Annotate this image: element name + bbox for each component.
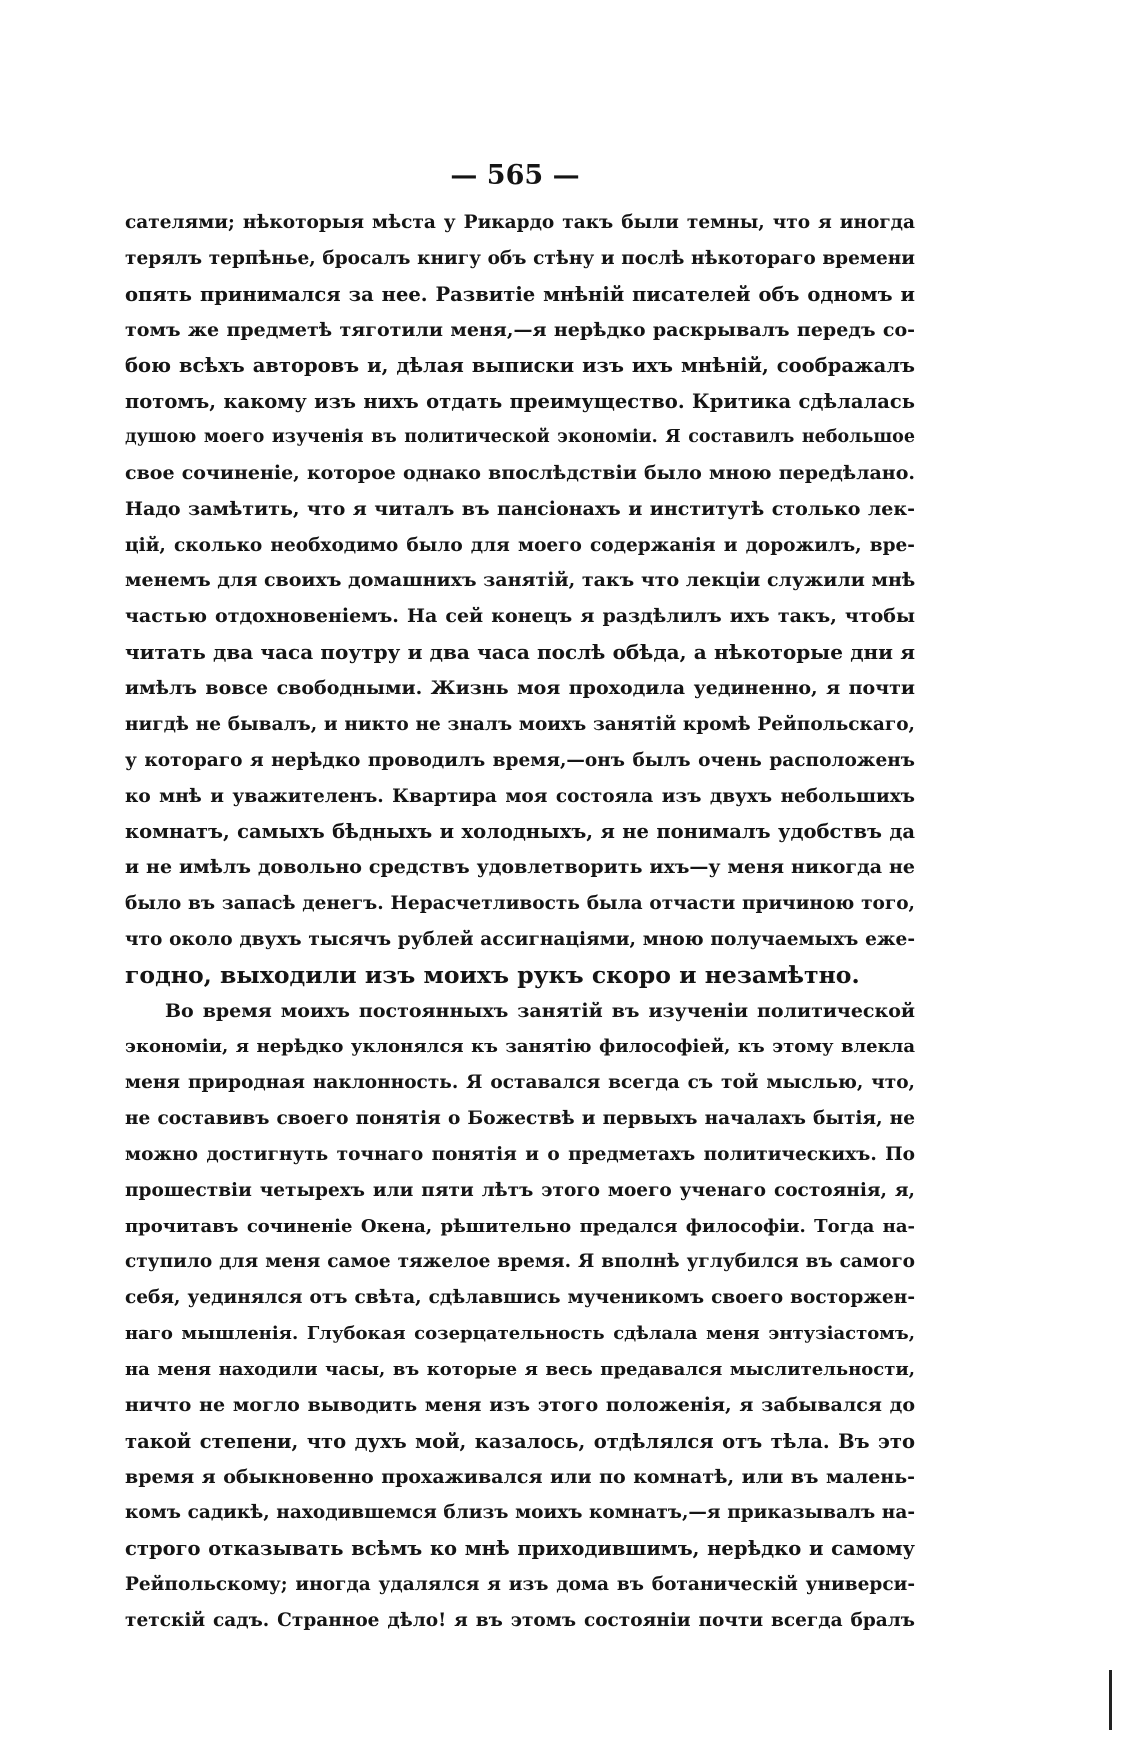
- text-line: и не имѣлъ довольно средствъ удовлетворить ихъ—у меня никогда не: [125, 856, 915, 879]
- text-line: Надо замѣтить, что я читалъ въ пансіонахъ и институтѣ столько лек-: [125, 497, 915, 520]
- text-line: цій, сколько необходимо было для моего содержанія и дорожилъ, вре-: [125, 534, 915, 556]
- text-line: строго отказывать всѣмъ ко мнѣ приходившимъ, нерѣдко и самому: [125, 1537, 915, 1561]
- text-line: Рейпольскому; иногда удалялся я изъ дома въ ботаническій универси-: [125, 1574, 915, 1596]
- text-line: душою моего изученія въ политической экономіи. Я составилъ небольшое: [125, 427, 915, 448]
- text-line: наго мышленія. Глубокая созерцательность сдѣлала меня энтузіастомъ,: [125, 1323, 915, 1345]
- text-line: ничто не могло выводить меня изъ этого положенія, я забывался до: [125, 1393, 915, 1416]
- text-line: экономіи, я нерѣдко уклонялся къ занятію философіей, къ этому влекла: [125, 1036, 915, 1058]
- text-line: прошествіи четырехъ или пяти лѣтъ этого моего ученаго состоянія, я,: [125, 1179, 915, 1201]
- text-line: можно достигнуть точнаго понятія и о предметахъ политическихъ. По: [125, 1143, 915, 1165]
- scan-margin-mark: [1109, 1670, 1112, 1730]
- text-line: бою всѣхъ авторовъ и, дѣлая выписки изъ ихъ мнѣній, соображалъ: [125, 354, 915, 378]
- text-line: ступило для меня самое тяжелое время. Я вполнѣ углубился въ самого: [125, 1251, 915, 1273]
- text-line: было въ запасѣ денегъ. Нерасчетливость была отчасти причиною того,: [125, 893, 915, 915]
- text-line: прочитавъ сочиненіе Окена, рѣшительно предался философіи. Тогда на-: [125, 1215, 915, 1237]
- body-text: [125, 205, 915, 1639]
- text-line: у котораго я нерѣдко проводилъ время,—онъ былъ очень расположенъ: [125, 749, 915, 771]
- text-line: такой степени, что духъ мой, казалось, отдѣлялся отъ тѣла. Въ это: [125, 1429, 915, 1453]
- text-line: сателями; нѣкоторыя мѣста у Рикардо такъ были темны, что я иногда: [125, 212, 915, 233]
- text-line: частью отдохновеніемъ. На сей конецъ я раздѣлилъ ихъ такъ, чтобы: [125, 605, 915, 628]
- text-line: тетскій садъ. Странное дѣло! я въ этомъ состояніи почти всегда бралъ: [125, 1609, 915, 1631]
- text-line: ко мнѣ и уважителенъ. Квартира моя состояла изъ двухъ небольшихъ: [125, 785, 915, 807]
- text-line: что около двухъ тысячъ рублей ассигнаціями, мною получаемыхъ еже-: [125, 928, 915, 950]
- text-line: терялъ терпѣнье, бросалъ книгу объ стѣну и послѣ нѣкотораго времени: [125, 247, 915, 269]
- text-line: на меня находили часы, въ которые я весь предавался мыслительности,: [125, 1359, 915, 1380]
- text-line: читать два часа поутру и два часа послѣ обѣда, а нѣкоторые дни я: [125, 640, 915, 665]
- text-line: меня природная наклонность. Я оставался всегда съ той мыслью, что,: [125, 1072, 915, 1094]
- text-line: не составивъ своего понятія о Божествѣ и первыхъ началахъ бытія, не: [125, 1108, 915, 1130]
- paragraph-first-line: Во время моихъ постоянныхъ занятій въ изученіи политической: [165, 999, 915, 1022]
- text-line: комнатъ, самыхъ бѣдныхъ и холодныхъ, я не понималъ удобствъ да: [125, 820, 915, 844]
- text-line: себя, уединялся отъ свѣта, сдѣлавшись мученикомъ своего восторжен-: [125, 1287, 915, 1309]
- text-line: нигдѣ не бывалъ, и никто не зналъ моихъ занятій кромѣ Рейпольскаго,: [125, 713, 915, 735]
- text-line: потомъ, какому изъ нихъ отдать преимущество. Критика сдѣлалась: [125, 390, 915, 414]
- text-line: свое сочиненіе, которое однако впослѣдствіи было мною передѣлано.: [125, 461, 915, 484]
- text-line: опять принимался за нее. Развитіе мнѣній писателей объ одномъ и: [125, 282, 915, 306]
- paragraph-last-line: годно, выходили изъ моихъ рукъ скоро и незамѣтно.: [125, 960, 860, 989]
- text-line: имѣлъ вовсе свободными. Жизнь моя проходила уединенно, я почти: [125, 676, 915, 699]
- text-line: менемъ для своихъ домашнихъ занятій, такъ что лекціи служили мнѣ: [125, 569, 916, 592]
- text-line: время я обыкновенно прохаживался или по комнатѣ, или въ малень-: [125, 1465, 915, 1488]
- text-line: томъ же предметѣ тяготили меня,—я нерѣдко раскрывалъ передъ со-: [125, 318, 915, 341]
- page-number: — 565 —: [450, 160, 580, 191]
- text-line: комъ садикѣ, находившемся близъ моихъ комнатъ,—я приказывалъ на-: [125, 1502, 915, 1524]
